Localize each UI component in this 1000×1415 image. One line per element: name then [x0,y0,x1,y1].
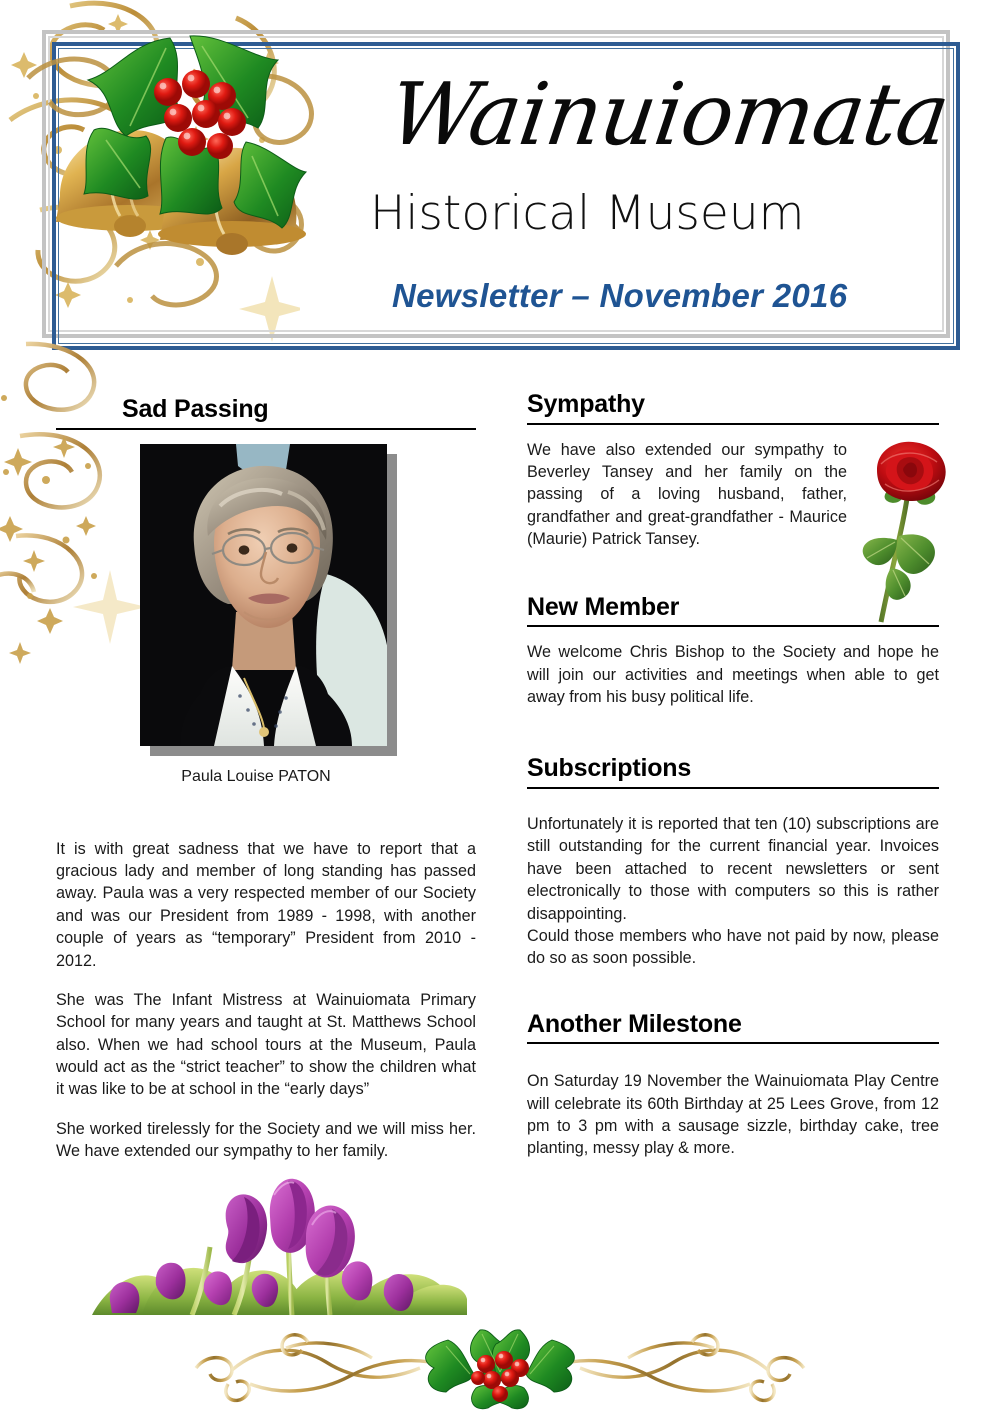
sad-passing-paragraph-3: She worked tirelessly for the Society and we will miss her. We have extended our sympathy to her family. [56,1119,476,1161]
masthead-header [0,0,1000,372]
masthead-title-group [370,62,955,241]
museum-subtitle: Historical Museum [370,186,805,241]
museum-script-title: Wainuiomata [382,65,955,165]
section-title-new-member: New Member [527,592,680,621]
purple-tulips-icon [92,1173,467,1315]
section-title-another-milestone: Another Milestone [527,1009,742,1038]
newsletter-issue-line: Newsletter – November 2016 [392,277,848,314]
right-column [527,390,939,1160]
another-milestone-body: On Saturday 19 November the Wainuiomata Play Centre will celebrate its 60th Birthday at 25 Lees Grove, from 12 pm to 3 pm with a sausage sizzle, birthday cake, tree planting, messy play & more. [527,1072,939,1158]
section-rule-sad-passing [56,428,476,430]
section-rule-another-milestone [527,1042,939,1044]
section-title-subscriptions: Subscriptions [527,754,692,783]
section-title-sympathy: Sympathy [527,390,645,418]
subscriptions-body-1: Unfortunately it is reported that ten (10) subscriptions are still outstanding for the current financial year. Invoices have been attached to recent newsletters or sent electronically to those with computers so this is rather disappointing. [527,815,939,923]
photo-caption: Paula Louise PATON [181,767,331,785]
paula-photo-block [140,444,400,786]
holly-scroll-divider-icon [190,1312,810,1412]
new-member-body: We welcome Chris Bishop to the Society and hope he will join our activities and meetings when able to get away from his busy political life. [527,643,939,707]
section-title-sad-passing: Sad Passing [122,395,269,423]
sad-passing-paragraph-1: It is with great sadness that we have to report that a gracious lady and member of long standing has passed away. Paula was a very respected member of our Society and was our President from 1989 - 1998, with another couple of years as “temporary” President from 2010 - 2012. [56,839,476,970]
sad-passing-paragraph-2: She was The Infant Mistress at Wainuiomata Primary School for many years and taught at St. Matthews School also. When we had school tours at the Museum, Paula would act as the “strict teacher” to show the children what it was like to be at school in the “early days” [56,990,476,1099]
subscriptions-body-2: Could those members who have not paid by now, please do so as soon possible. [527,926,939,968]
paula-portrait-photo [140,444,387,746]
section-rule-new-member [527,625,939,627]
left-column [56,395,476,1162]
section-rule-subscriptions [527,787,939,789]
section-rule-sympathy [527,423,939,425]
sympathy-body: We have also extended our sympathy to Beverley Tansey and her family on the passing of a loving husband, father, grandfather and great-grandfather - Maurice (Maurie) Patrick Tansey. [527,440,847,549]
holly-and-bells-icon [20,18,340,318]
